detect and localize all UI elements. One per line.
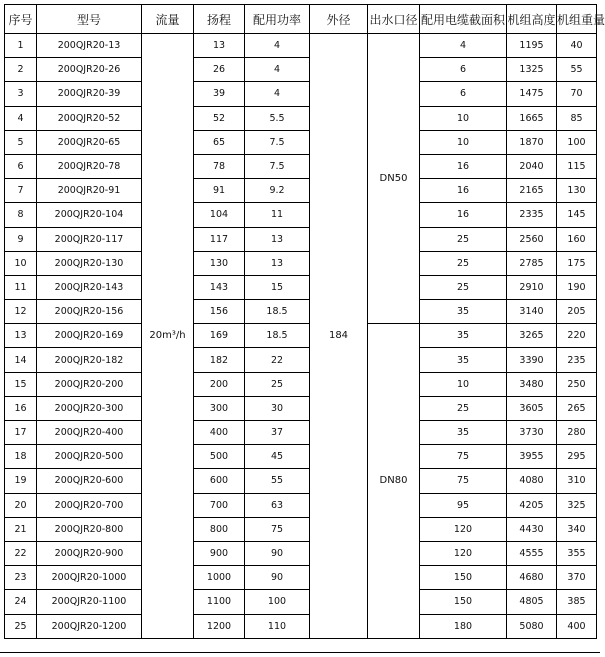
row-no: 6 — [5, 154, 37, 178]
row-weight: 400 — [557, 614, 597, 638]
row-head: 1200 — [194, 614, 245, 638]
row-weight: 220 — [557, 324, 597, 348]
col-header-head: 扬程 — [194, 5, 245, 34]
table-row — [5, 541, 597, 565]
row-cable: 16 — [420, 179, 507, 203]
row-weight: 370 — [557, 566, 597, 590]
row-weight: 160 — [557, 227, 597, 251]
row-no: 10 — [5, 251, 37, 275]
col-header-no: 序号 — [5, 5, 37, 34]
row-head: 52 — [194, 106, 245, 130]
row-power: 7.5 — [245, 130, 310, 154]
row-cable: 25 — [420, 227, 507, 251]
row-weight: 310 — [557, 469, 597, 493]
row-cable: 35 — [420, 300, 507, 324]
table-row — [5, 517, 597, 541]
row-model: 200QJR20-104 — [37, 203, 142, 227]
row-model: 200QJR20-13 — [37, 34, 142, 58]
row-head: 400 — [194, 421, 245, 445]
row-model: 200QJR20-800 — [37, 517, 142, 541]
row-height: 2560 — [507, 227, 557, 251]
row-height: 3955 — [507, 445, 557, 469]
row-head: 78 — [194, 154, 245, 178]
row-no: 12 — [5, 300, 37, 324]
col-header-weight: 机组重量 — [557, 5, 597, 34]
table-row — [5, 300, 597, 324]
row-no: 23 — [5, 566, 37, 590]
row-cable: 6 — [420, 82, 507, 106]
col-header-flow: 流量 — [142, 5, 194, 34]
row-no: 8 — [5, 203, 37, 227]
row-no: 13 — [5, 324, 37, 348]
row-power: 37 — [245, 421, 310, 445]
row-power: 4 — [245, 82, 310, 106]
row-no: 14 — [5, 348, 37, 372]
outlet-merged-cell: DN80 — [368, 324, 420, 638]
table-row — [5, 179, 597, 203]
row-cable: 150 — [420, 590, 507, 614]
row-model: 200QJR20-39 — [37, 82, 142, 106]
row-model: 200QJR20-65 — [37, 130, 142, 154]
row-height: 5080 — [507, 614, 557, 638]
row-power: 18.5 — [245, 300, 310, 324]
row-weight: 235 — [557, 348, 597, 372]
row-weight: 40 — [557, 34, 597, 58]
row-head: 65 — [194, 130, 245, 154]
row-power: 4 — [245, 58, 310, 82]
row-power: 90 — [245, 566, 310, 590]
row-model: 200QJR20-900 — [37, 541, 142, 565]
row-no: 22 — [5, 541, 37, 565]
row-power: 63 — [245, 493, 310, 517]
row-head: 300 — [194, 396, 245, 420]
row-height: 1475 — [507, 82, 557, 106]
row-model: 200QJR20-26 — [37, 58, 142, 82]
row-height: 2335 — [507, 203, 557, 227]
table-row — [5, 396, 597, 420]
row-model: 200QJR20-91 — [37, 179, 142, 203]
row-height: 4080 — [507, 469, 557, 493]
table-row — [5, 348, 597, 372]
row-weight: 385 — [557, 590, 597, 614]
row-no: 9 — [5, 227, 37, 251]
row-model: 200QJR20-169 — [37, 324, 142, 348]
table-row — [5, 106, 597, 130]
table-row — [5, 566, 597, 590]
row-power: 90 — [245, 541, 310, 565]
table-row — [5, 324, 597, 348]
row-head: 200 — [194, 372, 245, 396]
row-weight: 250 — [557, 372, 597, 396]
row-power: 9.2 — [245, 179, 310, 203]
col-header-model: 型号 — [37, 5, 142, 34]
row-no: 2 — [5, 58, 37, 82]
row-head: 104 — [194, 203, 245, 227]
table-row — [5, 58, 597, 82]
row-head: 26 — [194, 58, 245, 82]
table-row — [5, 275, 597, 299]
row-no: 11 — [5, 275, 37, 299]
row-power: 5.5 — [245, 106, 310, 130]
row-power: 55 — [245, 469, 310, 493]
row-height: 1325 — [507, 58, 557, 82]
row-model: 200QJR20-500 — [37, 445, 142, 469]
row-head: 91 — [194, 179, 245, 203]
row-height: 1195 — [507, 34, 557, 58]
row-power: 30 — [245, 396, 310, 420]
row-no: 16 — [5, 396, 37, 420]
row-cable: 6 — [420, 58, 507, 82]
row-height: 4205 — [507, 493, 557, 517]
row-height: 4555 — [507, 541, 557, 565]
row-height: 1870 — [507, 130, 557, 154]
row-head: 169 — [194, 324, 245, 348]
row-cable: 25 — [420, 396, 507, 420]
row-model: 200QJR20-130 — [37, 251, 142, 275]
table-row — [5, 421, 597, 445]
col-header-cable: 配用电缆截面积 — [420, 5, 507, 34]
row-height: 2165 — [507, 179, 557, 203]
row-head: 600 — [194, 469, 245, 493]
row-head: 143 — [194, 275, 245, 299]
row-no: 3 — [5, 82, 37, 106]
table-row — [5, 493, 597, 517]
row-height: 3390 — [507, 348, 557, 372]
col-header-height: 机组高度 — [507, 5, 557, 34]
row-weight: 85 — [557, 106, 597, 130]
row-power: 100 — [245, 590, 310, 614]
row-model: 200QJR20-300 — [37, 396, 142, 420]
row-no: 7 — [5, 179, 37, 203]
row-weight: 265 — [557, 396, 597, 420]
row-no: 21 — [5, 517, 37, 541]
row-power: 22 — [245, 348, 310, 372]
row-cable: 180 — [420, 614, 507, 638]
table-row — [5, 445, 597, 469]
row-head: 700 — [194, 493, 245, 517]
row-cable: 25 — [420, 251, 507, 275]
row-power: 25 — [245, 372, 310, 396]
row-head: 500 — [194, 445, 245, 469]
row-height: 4430 — [507, 517, 557, 541]
row-weight: 145 — [557, 203, 597, 227]
row-height: 2785 — [507, 251, 557, 275]
outer-diameter-merged-cell: 184 — [310, 34, 368, 639]
row-height: 4680 — [507, 566, 557, 590]
row-head: 1000 — [194, 566, 245, 590]
row-no: 25 — [5, 614, 37, 638]
row-head: 13 — [194, 34, 245, 58]
row-model: 200QJR20-1200 — [37, 614, 142, 638]
row-weight: 190 — [557, 275, 597, 299]
row-head: 130 — [194, 251, 245, 275]
col-header-outlet: 出水口径 — [368, 5, 420, 34]
row-power: 7.5 — [245, 154, 310, 178]
row-cable: 10 — [420, 372, 507, 396]
row-height: 4805 — [507, 590, 557, 614]
row-power: 11 — [245, 203, 310, 227]
row-height: 1665 — [507, 106, 557, 130]
header-row — [5, 5, 597, 34]
row-cable: 25 — [420, 275, 507, 299]
row-power: 75 — [245, 517, 310, 541]
row-model: 200QJR20-156 — [37, 300, 142, 324]
table-row — [5, 590, 597, 614]
table-row — [5, 82, 597, 106]
row-power: 45 — [245, 445, 310, 469]
row-no: 24 — [5, 590, 37, 614]
row-height: 3140 — [507, 300, 557, 324]
table-row — [5, 154, 597, 178]
row-height: 2040 — [507, 154, 557, 178]
row-head: 800 — [194, 517, 245, 541]
col-header-outer-diameter: 外径 — [310, 5, 368, 34]
row-no: 5 — [5, 130, 37, 154]
row-model: 200QJR20-700 — [37, 493, 142, 517]
row-cable: 95 — [420, 493, 507, 517]
table-row — [5, 372, 597, 396]
pump-spec-table — [4, 4, 605, 639]
row-no: 18 — [5, 445, 37, 469]
table-row — [5, 130, 597, 154]
row-cable: 120 — [420, 541, 507, 565]
row-height: 3480 — [507, 372, 557, 396]
table-row — [5, 614, 597, 638]
row-weight: 70 — [557, 82, 597, 106]
row-no: 20 — [5, 493, 37, 517]
row-no: 4 — [5, 106, 37, 130]
row-weight: 115 — [557, 154, 597, 178]
table-row — [5, 34, 597, 58]
table-continuation-edge — [0, 652, 600, 657]
row-weight: 205 — [557, 300, 597, 324]
row-model: 200QJR20-52 — [37, 106, 142, 130]
row-no: 1 — [5, 34, 37, 58]
row-model: 200QJR20-1100 — [37, 590, 142, 614]
row-power: 18.5 — [245, 324, 310, 348]
row-cable: 16 — [420, 154, 507, 178]
row-power: 13 — [245, 251, 310, 275]
row-head: 1100 — [194, 590, 245, 614]
row-cable: 35 — [420, 324, 507, 348]
row-model: 200QJR20-400 — [37, 421, 142, 445]
row-cable: 150 — [420, 566, 507, 590]
row-power: 15 — [245, 275, 310, 299]
row-weight: 55 — [557, 58, 597, 82]
row-cable: 75 — [420, 445, 507, 469]
table-body — [5, 34, 597, 639]
row-cable: 10 — [420, 130, 507, 154]
row-cable: 10 — [420, 106, 507, 130]
row-height: 3605 — [507, 396, 557, 420]
row-head: 117 — [194, 227, 245, 251]
row-weight: 175 — [557, 251, 597, 275]
row-weight: 130 — [557, 179, 597, 203]
row-height: 3265 — [507, 324, 557, 348]
row-model: 200QJR20-143 — [37, 275, 142, 299]
row-model: 200QJR20-1000 — [37, 566, 142, 590]
row-cable: 35 — [420, 348, 507, 372]
row-head: 39 — [194, 82, 245, 106]
row-cable: 4 — [420, 34, 507, 58]
row-no: 19 — [5, 469, 37, 493]
outlet-merged-cell: DN50 — [368, 34, 420, 324]
row-model: 200QJR20-117 — [37, 227, 142, 251]
row-height: 3730 — [507, 421, 557, 445]
row-model: 200QJR20-78 — [37, 154, 142, 178]
row-cable: 35 — [420, 421, 507, 445]
table-row — [5, 227, 597, 251]
row-cable: 16 — [420, 203, 507, 227]
row-model: 200QJR20-600 — [37, 469, 142, 493]
row-cable: 120 — [420, 517, 507, 541]
row-weight: 100 — [557, 130, 597, 154]
flow-merged-cell: 20m³/h — [142, 34, 194, 639]
row-no: 17 — [5, 421, 37, 445]
row-weight: 295 — [557, 445, 597, 469]
row-height: 2910 — [507, 275, 557, 299]
table-row — [5, 251, 597, 275]
row-head: 900 — [194, 541, 245, 565]
row-weight: 280 — [557, 421, 597, 445]
row-head: 182 — [194, 348, 245, 372]
row-weight: 355 — [557, 541, 597, 565]
row-power: 4 — [245, 34, 310, 58]
row-power: 110 — [245, 614, 310, 638]
row-weight: 340 — [557, 517, 597, 541]
row-model: 200QJR20-182 — [37, 348, 142, 372]
row-model: 200QJR20-200 — [37, 372, 142, 396]
row-head: 156 — [194, 300, 245, 324]
table-row — [5, 469, 597, 493]
col-header-power: 配用功率 — [245, 5, 310, 34]
table-row — [5, 203, 597, 227]
row-weight: 325 — [557, 493, 597, 517]
row-power: 13 — [245, 227, 310, 251]
row-cable: 75 — [420, 469, 507, 493]
row-no: 15 — [5, 372, 37, 396]
